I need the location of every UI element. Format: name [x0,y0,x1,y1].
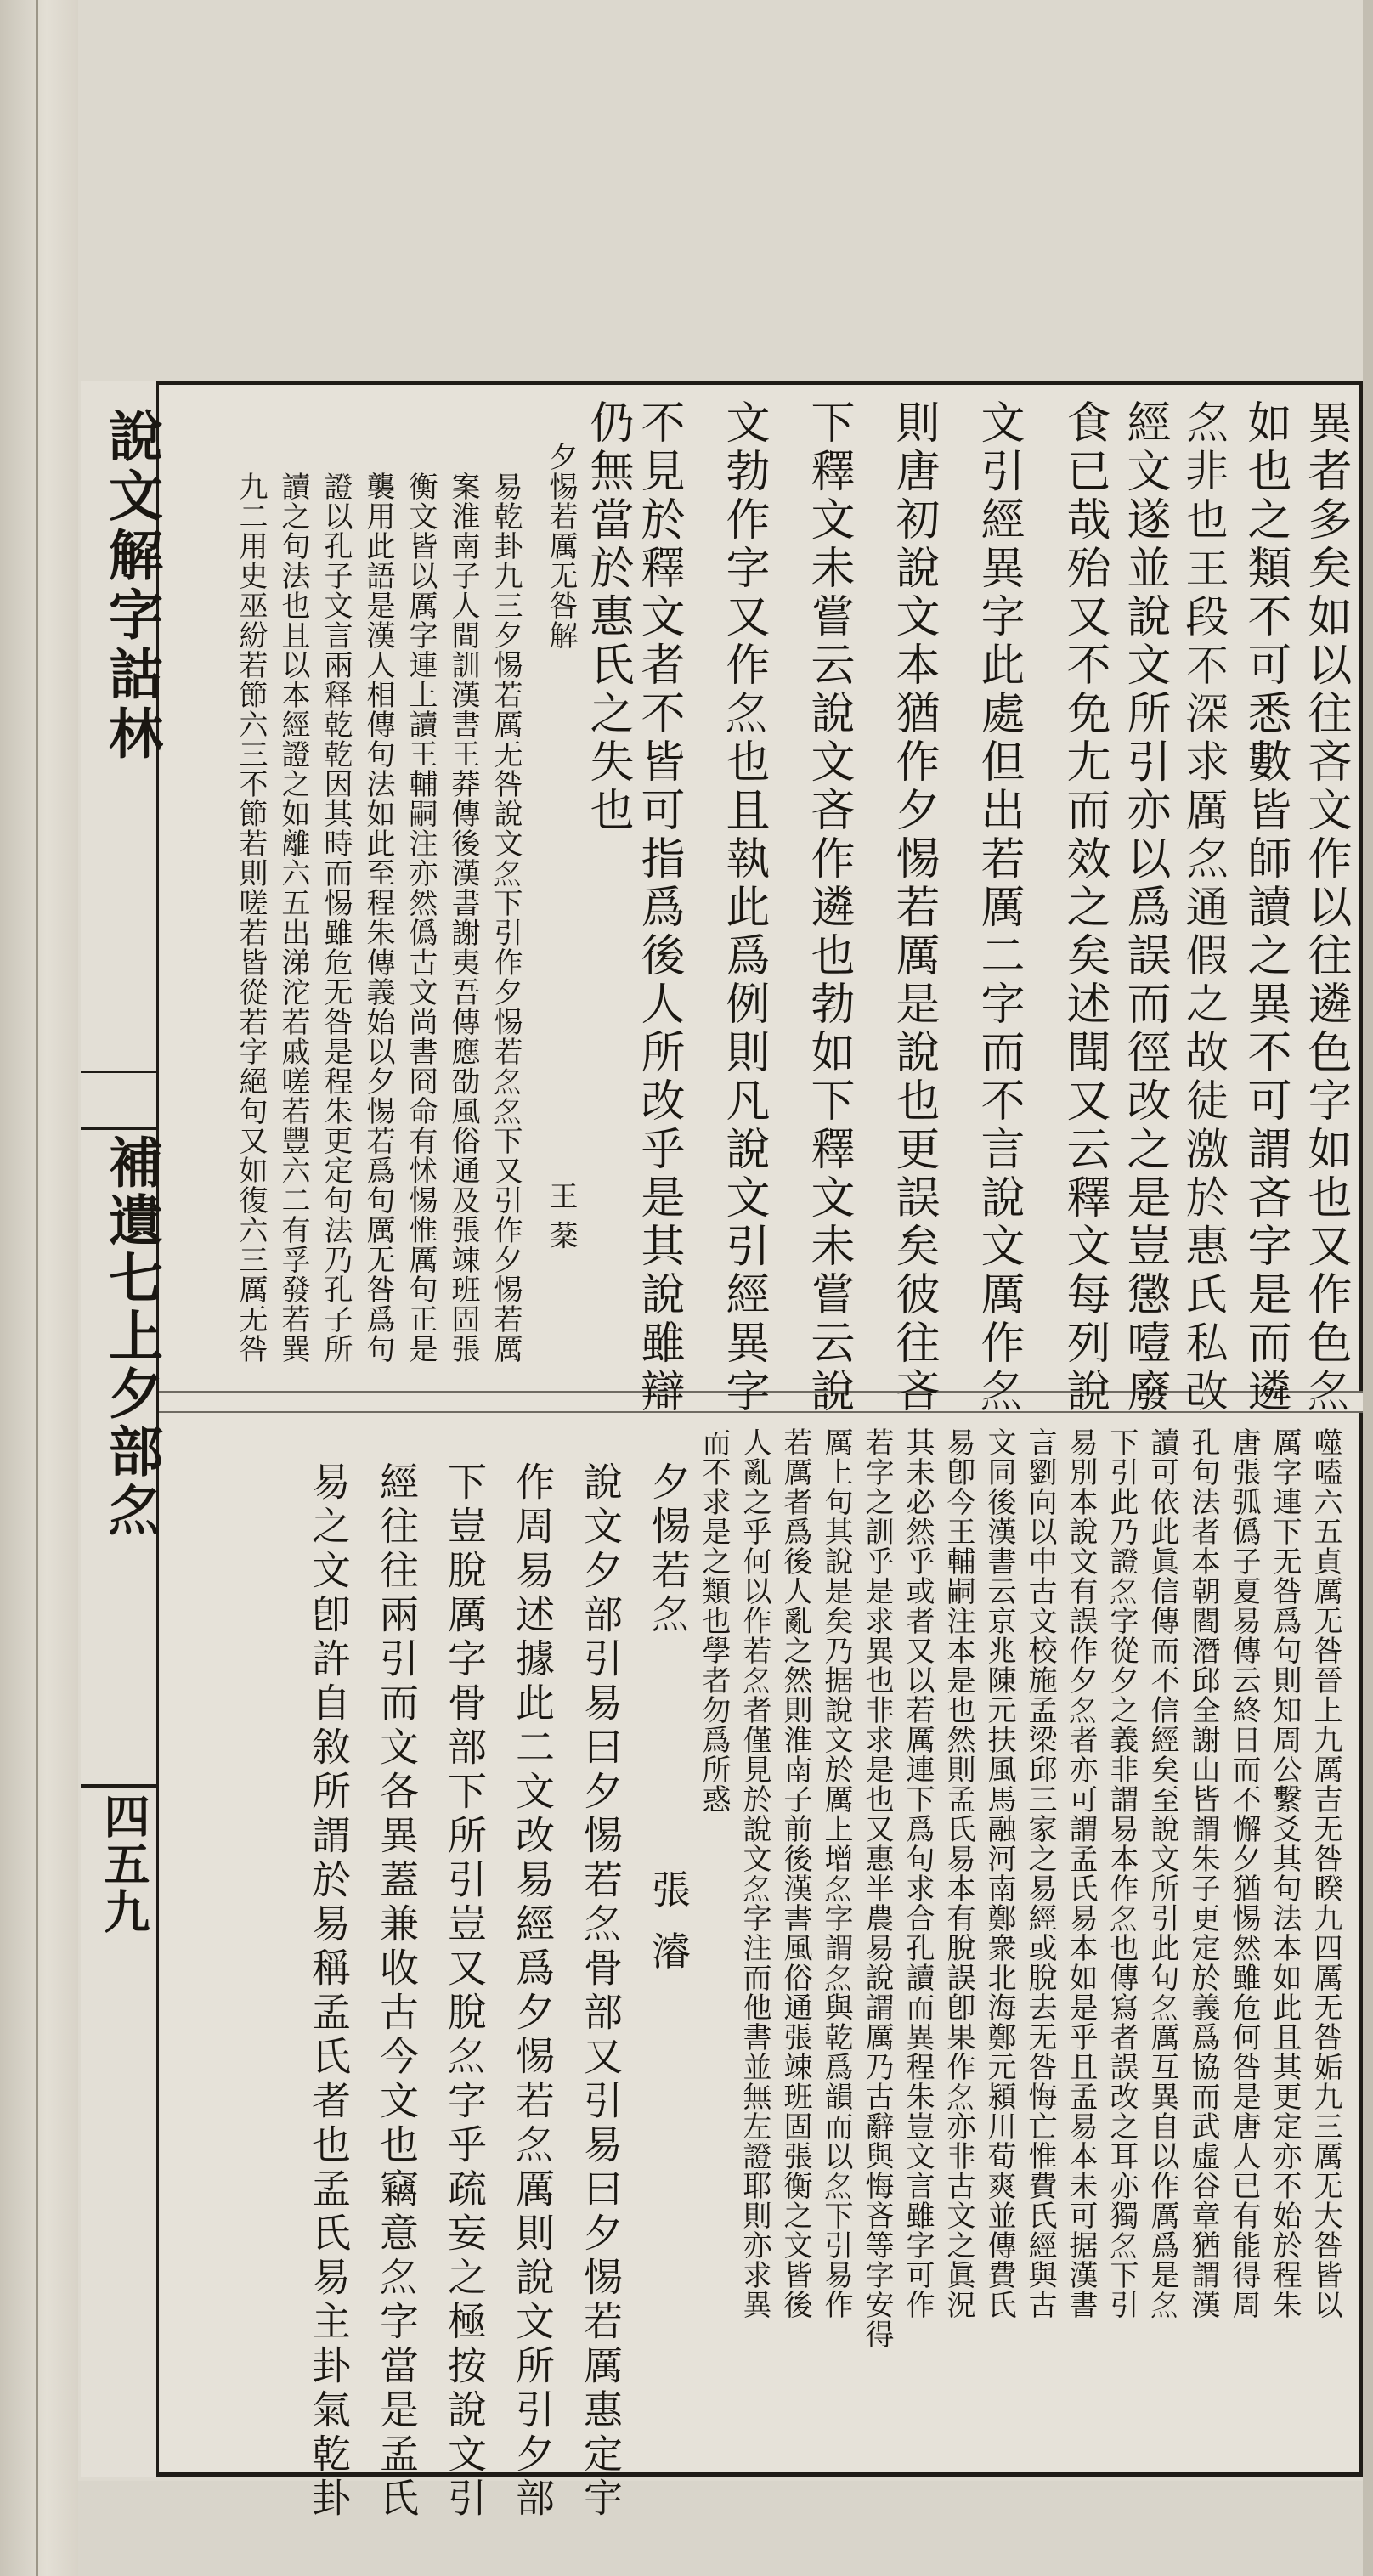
lower-note-column-13: 厲上句其說是矣乃据說文於厲上增𡖋字謂𡖋與乾爲韻而以𡖋下引易作 [819,1427,853,2319]
essay2-author: 張 濬 [646,1869,692,1975]
upper-column-9: 文勃作字又作𡖋也且執此爲例則凡說文引經異字 [718,399,769,1416]
upper-column-3: 𡖋非也王段不深求厲𡖋通假之故徒激於惠氏私改 [1179,399,1230,1416]
page-number-rule [81,1784,159,1788]
bottom-margin [78,2481,1373,2576]
note-column-5: 證以孔子文言兩释乾乾因其時而惕雖危无咎是程朱更定句法乃孔子所 [319,472,353,1364]
upper-column-2: 如也之類不可悉數皆師讀之異不可謂吝字是而遴 [1240,399,1291,1416]
lower-note-column-12: 若字之訓乎是求異也非求是也又惠半農易說謂厲乃古辭與悔吝等字安得 [860,1427,894,2349]
lower-note-column-6: 下引此乃證𡖋字從夕之義非謂易本作𡖋也傳寫者誤改之耳亦獨𡖋下引 [1105,1427,1139,2319]
lower-note-column-16: 而不求是之類也學者勿爲所惑 [697,1427,731,1814]
lower-note-column-5: 讀可依此眞信傳而不信經矣至說文所引此句𡖋厲互異自以作厲爲是𡖋 [1145,1427,1179,2319]
upper-column-8: 下釋文未嘗云說文吝作遴也勃如下釋文未嘗云說 [803,399,854,1416]
upper-column-10: 不見於釋文者不皆可指爲後人所改乎是其說雖辯 [633,399,684,1416]
upper-column-5: 食已哉殆又不免尢而效之矣述聞又云釋文每列說 [1059,399,1110,1416]
lower-note-column-8: 言劉向以中古文校施孟梁邱三家之易經或脫去无咎悔亡惟費氏經與古 [1023,1427,1057,2319]
title-separator [81,1071,159,1130]
lower-note-column-9: 文同後漢書云京兆陳元扶風馬融河南鄭衆北海鄭元潁川荀爽並傳費氏 [982,1427,1016,2319]
note-column-4: 襲用此語是漢人相傳句法如此至程朱傳義始以夕惕若爲句厲无咎爲句 [361,472,395,1364]
page-edge [1363,0,1373,2576]
section-title: 補遺七上夕部𡖋 [99,1134,163,1539]
top-margin [78,0,1373,381]
lower-note-column-11: 其未必然乎或者又以若厲連下爲句求合孔讀而異程朱豈文言雖字可作 [901,1427,935,2319]
upper-column-6: 文引經異字此處但出若厲二字而不言說文厲作𡖋 [973,399,1024,1416]
note-column-2: 案淮南子人間訓漢書王莽傳後漢書謝夷吾傳應劭風俗通及張竦班固張 [446,472,480,1364]
essay2-column-3: 下豈脫厲字骨部下所引豈又脫𡖋字乎疏妄之極按說文引 [442,1461,488,2522]
note-column-7: 九二用史巫紛若節六三不節若則嗟若皆從若字絕句又如復六三厲无咎 [234,472,268,1364]
book-title: 說文解字詁林 [99,408,163,765]
essay-heading: 夕惕若厲无咎解 [544,442,578,650]
lower-note-column-10: 易卽今王輔嗣注本是也然則孟氏易本有脫誤卽果作𡖋亦非古文之眞況 [941,1427,975,2319]
book-spine [0,0,78,2576]
page-number: 四五九 [97,1793,151,1935]
note-column-6: 讀之句法也且以本經證之如離六五出涕沱若戚嗟若豐六二有孚發若巽 [276,472,310,1364]
lower-note-column-3: 唐張弧僞子夏易傳云終日而不懈夕猶惕然雖危何咎是唐人已有能得周 [1227,1427,1261,2319]
note-column-3: 衡文皆以厲字連上讀王輔嗣注亦然僞古文尚書冏命有怵惕惟厲句正是 [404,472,438,1364]
essay2-column-4: 經往往兩引而文各異蓋兼收古今文也竊意𡖋字當是孟氏 [374,1461,420,2522]
lower-note-column-4: 孔句法者本朝閻潛邱全謝山皆謂朱子更定於義爲協而武虛谷章猶謂漢 [1186,1427,1220,2319]
essay2-column-1: 說文夕部引易曰夕惕若𡖋骨部又引易曰夕惕若厲惠定宇 [578,1461,624,2522]
upper-column-7: 則唐初說文本猶作夕惕若厲是說也更誤矣彼往吝 [888,399,939,1416]
note-column-1: 易乾卦九三夕惕若厲无咎說文𡖋下引作夕惕若𡖋𡖋下又引作夕惕若厲 [489,472,523,1364]
essay2-column-2: 作周易述據此二文改易經爲夕惕若𡖋厲則說文所引夕部 [510,1461,556,2522]
upper-column-11: 仍無當於惠氏之失也 [582,399,633,835]
essay2-column-5: 易之文卽許自敘所謂於易稱孟氏者也孟氏易主卦氣乾卦 [306,1461,352,2522]
lower-note-column-1: 噬嗑六五貞厲无咎晉上九厲吉无咎睽九四厲无咎姤九三厲无大咎皆以 [1308,1427,1342,2319]
lower-note-column-2: 厲字連下无咎爲句則知周公繫爻其句法本如此且其更定亦不始於程朱 [1268,1427,1302,2319]
spine-fold-line [36,0,38,2576]
lower-note-column-14: 若厲者爲後人亂之然則淮南子前後漢書風俗通張竦班固張衡之文皆後 [778,1427,812,2319]
essay2-heading: 夕惕若𡖋 [646,1461,692,1638]
upper-column-4: 經文遂並說文所引亦以爲誤而徑改之是豈懲噎廢 [1119,399,1170,1416]
upper-column-1: 異者多矣如以往吝文作以往遴色字如也又作色𡖋 [1300,399,1351,1416]
essay-author: 王 棻 [544,1181,578,1251]
lower-note-column-7: 易別本說文有誤作夕𡖋者亦可謂孟氏易本如是乎且孟易本未可据漢書 [1064,1427,1098,2319]
lower-note-column-15: 人亂之乎何以作若𡖋者僅見於說文𡖋字注而他書並無左證耶則亦求異 [737,1427,771,2319]
